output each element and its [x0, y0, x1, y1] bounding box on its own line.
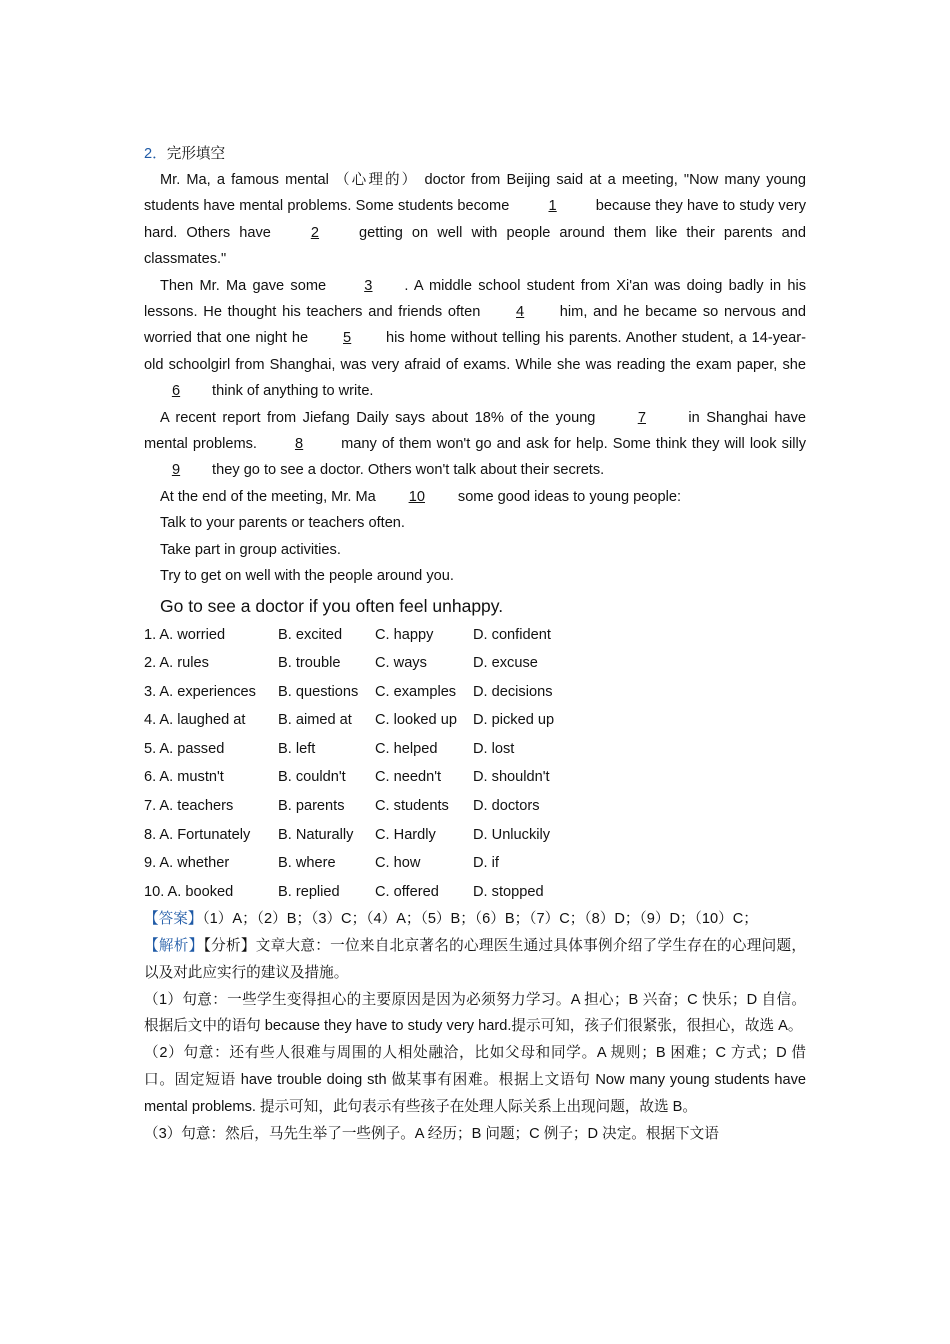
option-a: 6. A. mustn't — [144, 769, 224, 786]
option-row — [144, 878, 806, 907]
option-a: 9. A. whether — [144, 855, 230, 872]
question-number: 2． — [144, 146, 167, 162]
option-d: D. picked up — [473, 712, 555, 729]
option-d: D. stopped — [473, 883, 544, 900]
text: some good ideas to young people: — [453, 488, 682, 505]
answer-label: 【答案】 — [144, 911, 203, 928]
blank-number: 9 — [171, 462, 181, 479]
blank-number: 4 — [516, 304, 525, 321]
option-c: C. needn't — [375, 769, 442, 786]
option-b: B. aimed at — [278, 712, 352, 729]
option-row — [144, 678, 806, 707]
option-row — [144, 649, 806, 678]
option-a: 4. A. laughed at — [144, 712, 246, 729]
option-a: 8. A. Fortunately — [144, 826, 251, 843]
text: . A middle school student from Xi'an was doing badly in his lessons. He thought his teachers and friends often — [144, 277, 806, 321]
option-d: D. if — [473, 855, 499, 872]
text: because they have to study very hard. Others have — [144, 198, 806, 241]
option-a: 1. A. worried — [144, 626, 226, 643]
option-b: B. couldn't — [278, 769, 346, 786]
question-heading — [144, 141, 806, 167]
text: A recent report from Jiefang Daily says about 18% of the young — [160, 409, 602, 426]
answer-text: （1）A；（2）B；（3）C；（4）A；（5）B；（6）B；（7）C；（8）D；（9）D；（10）C； — [202, 911, 758, 928]
option-row — [144, 821, 806, 850]
blank-4 — [486, 299, 554, 325]
option-d: D. Unluckily — [473, 826, 551, 843]
option-row — [144, 763, 806, 792]
option-row — [144, 621, 806, 650]
option-c: C. how — [375, 855, 421, 872]
blank-number: 2 — [310, 224, 320, 241]
option-d: D. doctors — [473, 798, 540, 815]
option-b: B. replied — [278, 883, 340, 900]
analysis-item-2: （2）句意：还有些人很难与周围的人相处融洽，比如父母和同学。A 规则；B 困难；C 方式；D 借口。固定短语 have trouble doing sth 做某事有困难。根据上文语句 Now many young students have mental problems. 提示可知，此句表示有些孩子在处理人际关系上出现问题，故选 B。 — [144, 1045, 806, 1115]
blank-8 — [262, 431, 336, 457]
option-d: D. decisions — [473, 683, 553, 700]
blank-number: 10 — [408, 488, 425, 505]
blank-9 — [144, 457, 208, 483]
option-c: C. offered — [375, 883, 439, 900]
question-title: 完形填空 — [166, 146, 226, 162]
analysis-item-1: （1）句意：一些学生变得担心的主要原因是因为必须努力学习。A 担心；B 兴奋；C 快乐；D 自信。根据后文中的语句 because they have to study very hard.提示可知，孩子们很紧张，很担心，故选 A。 — [144, 991, 806, 1035]
text: At the end of the meeting, Mr. Ma — [160, 488, 380, 505]
answer-section — [144, 906, 806, 933]
option-d: D. lost — [473, 740, 515, 757]
option-c: C. Hardly — [375, 826, 436, 843]
option-c: C. examples — [375, 683, 457, 700]
blank-10 — [380, 484, 454, 510]
option-c: C. helped — [375, 740, 438, 757]
option-b: B. left — [278, 740, 316, 757]
final-tip: Go to see a doctor if you often feel unhappy. — [160, 595, 504, 616]
text: they go to see a doctor. Others won't talk about their secrets. — [208, 462, 605, 479]
option-c: C. ways — [375, 655, 427, 672]
document-content — [144, 141, 806, 1147]
option-c: C. happy — [375, 626, 434, 643]
option-b: B. excited — [278, 626, 343, 643]
option-b: B. trouble — [278, 655, 341, 672]
passage-paragraph-2 — [144, 273, 806, 405]
text: him, and he became so nervous and worried that one night he — [144, 304, 807, 347]
blank-number: 3 — [364, 277, 373, 294]
option-b: B. Naturally — [278, 826, 354, 843]
text: think of anything to write. — [208, 383, 374, 400]
blank-7 — [602, 405, 682, 431]
option-a: 2. A. rules — [144, 655, 209, 672]
option-a: 7. A. teachers — [144, 798, 234, 815]
blank-1 — [514, 193, 592, 219]
blank-3 — [332, 273, 404, 299]
text: Mr. Ma, a famous mental （心理的） doctor from Beijing said at a meeting, "Now many young students have mental problems. Some students become — [144, 172, 806, 215]
option-b: B. questions — [278, 683, 359, 700]
blank-number: 5 — [343, 330, 352, 347]
text: many of them won't go and ask for help. Some think they will look silly — [336, 436, 806, 453]
tip-2: Take part in group activities. — [160, 541, 341, 558]
option-d: D. shouldn't — [473, 769, 550, 786]
option-row — [144, 735, 806, 764]
text: in Shanghai have mental problems. — [144, 409, 806, 453]
option-d: D. confident — [473, 626, 551, 643]
option-a: 5. A. passed — [144, 740, 225, 757]
blank-2 — [280, 220, 350, 246]
tip-3: Try to get on well with the people around you. — [160, 568, 454, 585]
option-c: C. students — [375, 798, 449, 815]
tip-1: Talk to your parents or teachers often. — [160, 515, 405, 532]
analysis-summary: 【分析】文章大意：一位来自北京著名的心理医生通过具体事例介绍了学生存在的心理问题，以及对此应实行的建议及措施。 — [144, 937, 806, 981]
text: getting on well with people around them like their parents and classmates." — [144, 224, 807, 268]
text: his home without telling his parents. Another student, a 14-year-old schoolgirl from Shanghai, was very afraid of exams. While she was reading the exam paper, she — [144, 330, 806, 373]
analysis-intro — [144, 933, 806, 987]
text: Then Mr. Ma gave some — [160, 277, 333, 294]
blank-number: 6 — [171, 383, 181, 400]
option-b: B. parents — [278, 798, 345, 815]
option-a: 3. A. experiences — [144, 683, 256, 700]
passage-paragraph-1 — [144, 167, 806, 273]
blank-5 — [313, 325, 381, 351]
option-a: 10. A. booked — [144, 883, 234, 900]
options-list — [144, 621, 806, 907]
option-row — [144, 792, 806, 821]
analysis-item-3: （3）句意：然后，马先生举了一些例子。A 经历；B 问题；C 例子；D 决定。根据下文语 — [144, 1125, 719, 1142]
blank-number: 1 — [548, 198, 557, 215]
blank-number: 7 — [637, 409, 646, 426]
blank-6 — [144, 378, 208, 404]
blank-number: 8 — [294, 436, 304, 453]
option-row — [144, 706, 806, 735]
option-d: D. excuse — [473, 655, 538, 672]
analysis-label: 【解析】 — [144, 937, 204, 954]
option-b: B. where — [278, 855, 336, 872]
option-c: C. looked up — [375, 712, 457, 729]
passage-paragraph-4 — [144, 484, 806, 510]
passage-paragraph-3 — [144, 405, 806, 484]
option-row — [144, 849, 806, 878]
